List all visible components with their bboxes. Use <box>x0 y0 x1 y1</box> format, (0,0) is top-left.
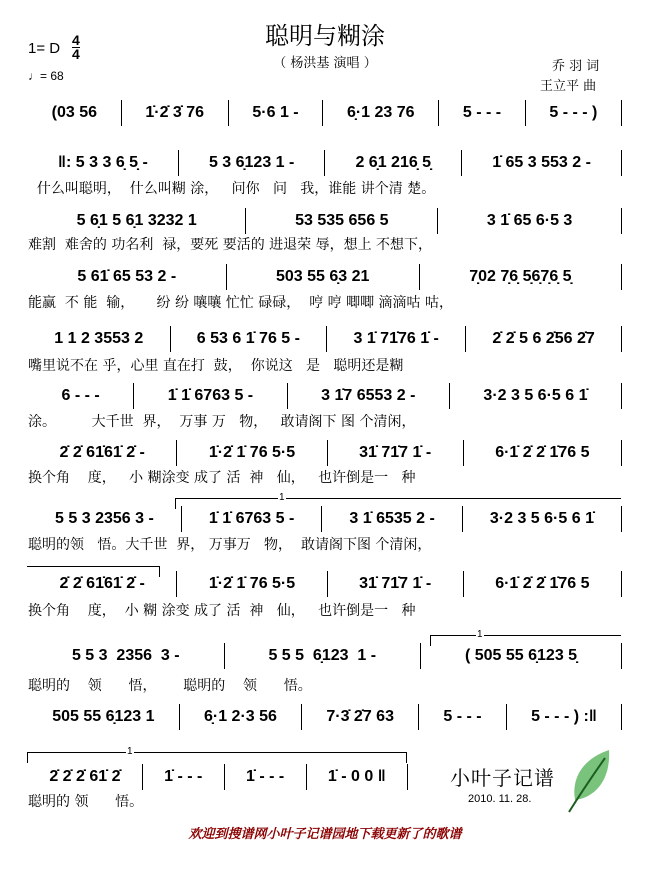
measure: 7̣02 7̣6̣ 5̣6̣7̣6̣ 5̣ <box>420 264 622 290</box>
measure: 3 1̇ 65 6·5 3 <box>438 208 622 234</box>
measure: 3 1̇7 6553 2 - <box>288 383 450 409</box>
measure: 31̇ 71̇7 1̇ - <box>328 440 464 466</box>
measure: 5 6̣1 5 6̣1 3232 1 <box>28 208 246 234</box>
measure: 505 55 6̣123 1 <box>28 704 180 730</box>
volta-label: 1 <box>279 492 285 503</box>
score-row <box>28 150 622 176</box>
score-row <box>28 100 622 126</box>
singer-credit: （ 杨洪基 演唱 ） <box>273 56 377 71</box>
measure: 1̇·2̇ 3̇ 76 <box>122 100 229 126</box>
measure: 2 6̣1 216̣ 5̣ <box>325 150 462 176</box>
measure: 6 - - - <box>28 383 134 409</box>
volta-bracket-1c <box>27 746 407 763</box>
measure: ‖: 5 3 3 6̣ 5̣ - <box>28 150 179 176</box>
score-row <box>28 764 408 790</box>
measure: 7·3̇ 2̇7 63 <box>302 704 419 730</box>
score-row <box>28 643 622 669</box>
measure: 3 1̇ 6535 2 - <box>322 506 463 532</box>
measure: 5 - - - <box>419 704 507 730</box>
measure: 3·2 3 5 6·5 6 1̇ <box>450 383 622 409</box>
score-row <box>28 506 622 532</box>
measure: 1̇ 1̇ 6763 5 - <box>134 383 287 409</box>
lyrics-line: 涂。 大千世 界， 万事 万 物， 敢请阁下 图 个清闲， <box>28 414 416 430</box>
measure: 6·1̇ 2̇ 2̇ 1̇76 5 <box>464 571 622 597</box>
measure: 2̇ 2̇ 61̇61̇ 2̇ - <box>28 440 177 466</box>
measure: 31̇ 71̇7 1̇ - <box>328 571 464 597</box>
measure: 6̣·1 23 76 <box>323 100 439 126</box>
date: 2010. 11. 28. <box>468 793 532 805</box>
score-row <box>28 264 622 290</box>
measure: 1̇·2̇ 1̇ 76 5·5 <box>177 440 327 466</box>
time-signature-bottom: 4 <box>72 46 80 62</box>
measure: 5 - - - <box>439 100 526 126</box>
lyrics-line: 难割 难舍的 功名利 禄，要死 要活的 进退荣 辱，想上 不想下， <box>28 237 433 253</box>
lyrics-line: 嘴里说不在 乎，心里 直在打 鼓， 你说这 是 聪明还是糊 <box>28 358 404 374</box>
volta-bracket-1b <box>430 629 621 646</box>
score-row <box>28 383 622 409</box>
lyricist-credit: 乔 羽 词 <box>552 59 600 74</box>
tempo-marking: ♩= 68 <box>28 69 64 83</box>
measure: 5 5 3 2356 3 - <box>28 643 225 669</box>
measure: 6·1̇ 2̇ 2̇ 1̇76 5 <box>464 440 622 466</box>
volta-label: 1 <box>477 629 483 640</box>
footer-note: 欢迎到搜谱网小叶子记谱园地下载更新了的歌谱 <box>188 827 462 842</box>
lyrics-line: 能赢 不 能 输， 纷 纷 嚷嚷 忙忙 碌碌， 哼 哼 唧唧 滴滴咕 咕， <box>28 295 454 311</box>
measure: ( 505 55 6̣123 5̣ <box>421 643 622 669</box>
lyrics-line: 什么叫聪明， 什么叫糊 涂， 问你 问 我，谁能 讲个清 楚。 <box>28 181 436 197</box>
time-signature <box>72 34 80 61</box>
measure: 2̇ 2̇ 5 6 2̇56 2̇7 <box>466 326 622 352</box>
key-signature: 1= D <box>28 40 61 57</box>
measure: 503 55 6̣3 21 <box>227 264 420 290</box>
score-row <box>28 208 622 234</box>
measure: 1 1 2 3553 2 <box>28 326 171 352</box>
measure: 1̇ 1̇ 6763 5 - <box>182 506 323 532</box>
volta-bracket-1-end <box>27 566 160 577</box>
lyrics-line: 聪明的 领 悟， 聪明的 领 悟。 <box>28 678 312 694</box>
measure: 2̇ 2̇ 2̇ 61̇ 2̇ <box>28 764 143 790</box>
measure: (03 56 <box>28 100 122 126</box>
measure: 1̇ - - - <box>225 764 307 790</box>
measure: 6 53 6 1̇ 76 5 - <box>171 326 328 352</box>
measure: 5 5 3 2356 3 - <box>28 506 182 532</box>
lyrics-line: 聪明的领 悟。大千世 界， 万事万 物， 敢请阁下图 个清闲， <box>28 537 432 553</box>
score-row <box>28 326 622 352</box>
measure: 1̇·2̇ 1̇ 76 5·5 <box>177 571 327 597</box>
measure: 1̇ - 0 0 ‖ <box>307 764 408 790</box>
measure: 3 1̇ 71̇76 1̇ - <box>327 326 466 352</box>
score-row <box>28 440 622 466</box>
leaf-logo-icon <box>565 748 615 814</box>
volta-label: 1 <box>127 746 133 757</box>
lyrics-line: 聪明的 领 悟。 <box>28 794 144 810</box>
volta-bracket-1 <box>175 492 621 509</box>
logo-text: 小叶子记谱 <box>450 766 555 790</box>
measure: 5 - - - ) <box>526 100 622 126</box>
measure: 53 535 656 5 <box>246 208 438 234</box>
measure: 2̇ 2̇ 61̇61̇ 2̇ - <box>28 571 177 597</box>
measure: 3·2 3 5 6·5 6 1̇ <box>463 506 622 532</box>
measure: 1̇ - - - <box>143 764 225 790</box>
score-row <box>28 704 622 730</box>
measure: 5 61̇ 65 53 2 - <box>28 264 227 290</box>
lyrics-line: 换个角 度， 小 糊 涂变 成了 活 神 仙， 也许倒是一 种 <box>28 603 416 619</box>
time-signature-top: 4 <box>72 32 80 48</box>
measure: 5 - - - ) :‖ <box>507 704 622 730</box>
measure: 1̇ 65 3 553 2 - <box>462 150 622 176</box>
measure: 5 3 6̣123 1 - <box>179 150 326 176</box>
measure: 6̣·1 2·3 56 <box>180 704 302 730</box>
lyrics-line: 换个角 度， 小 糊涂变 成了 活 神 仙， 也许倒是一 种 <box>28 470 416 486</box>
measure: 5 5 5 6̣123 1 - <box>225 643 422 669</box>
measure: 5·6 1 - <box>229 100 324 126</box>
song-title: 聪明与糊涂 <box>265 22 385 50</box>
composer-credit: 王立平 曲 <box>540 79 597 94</box>
